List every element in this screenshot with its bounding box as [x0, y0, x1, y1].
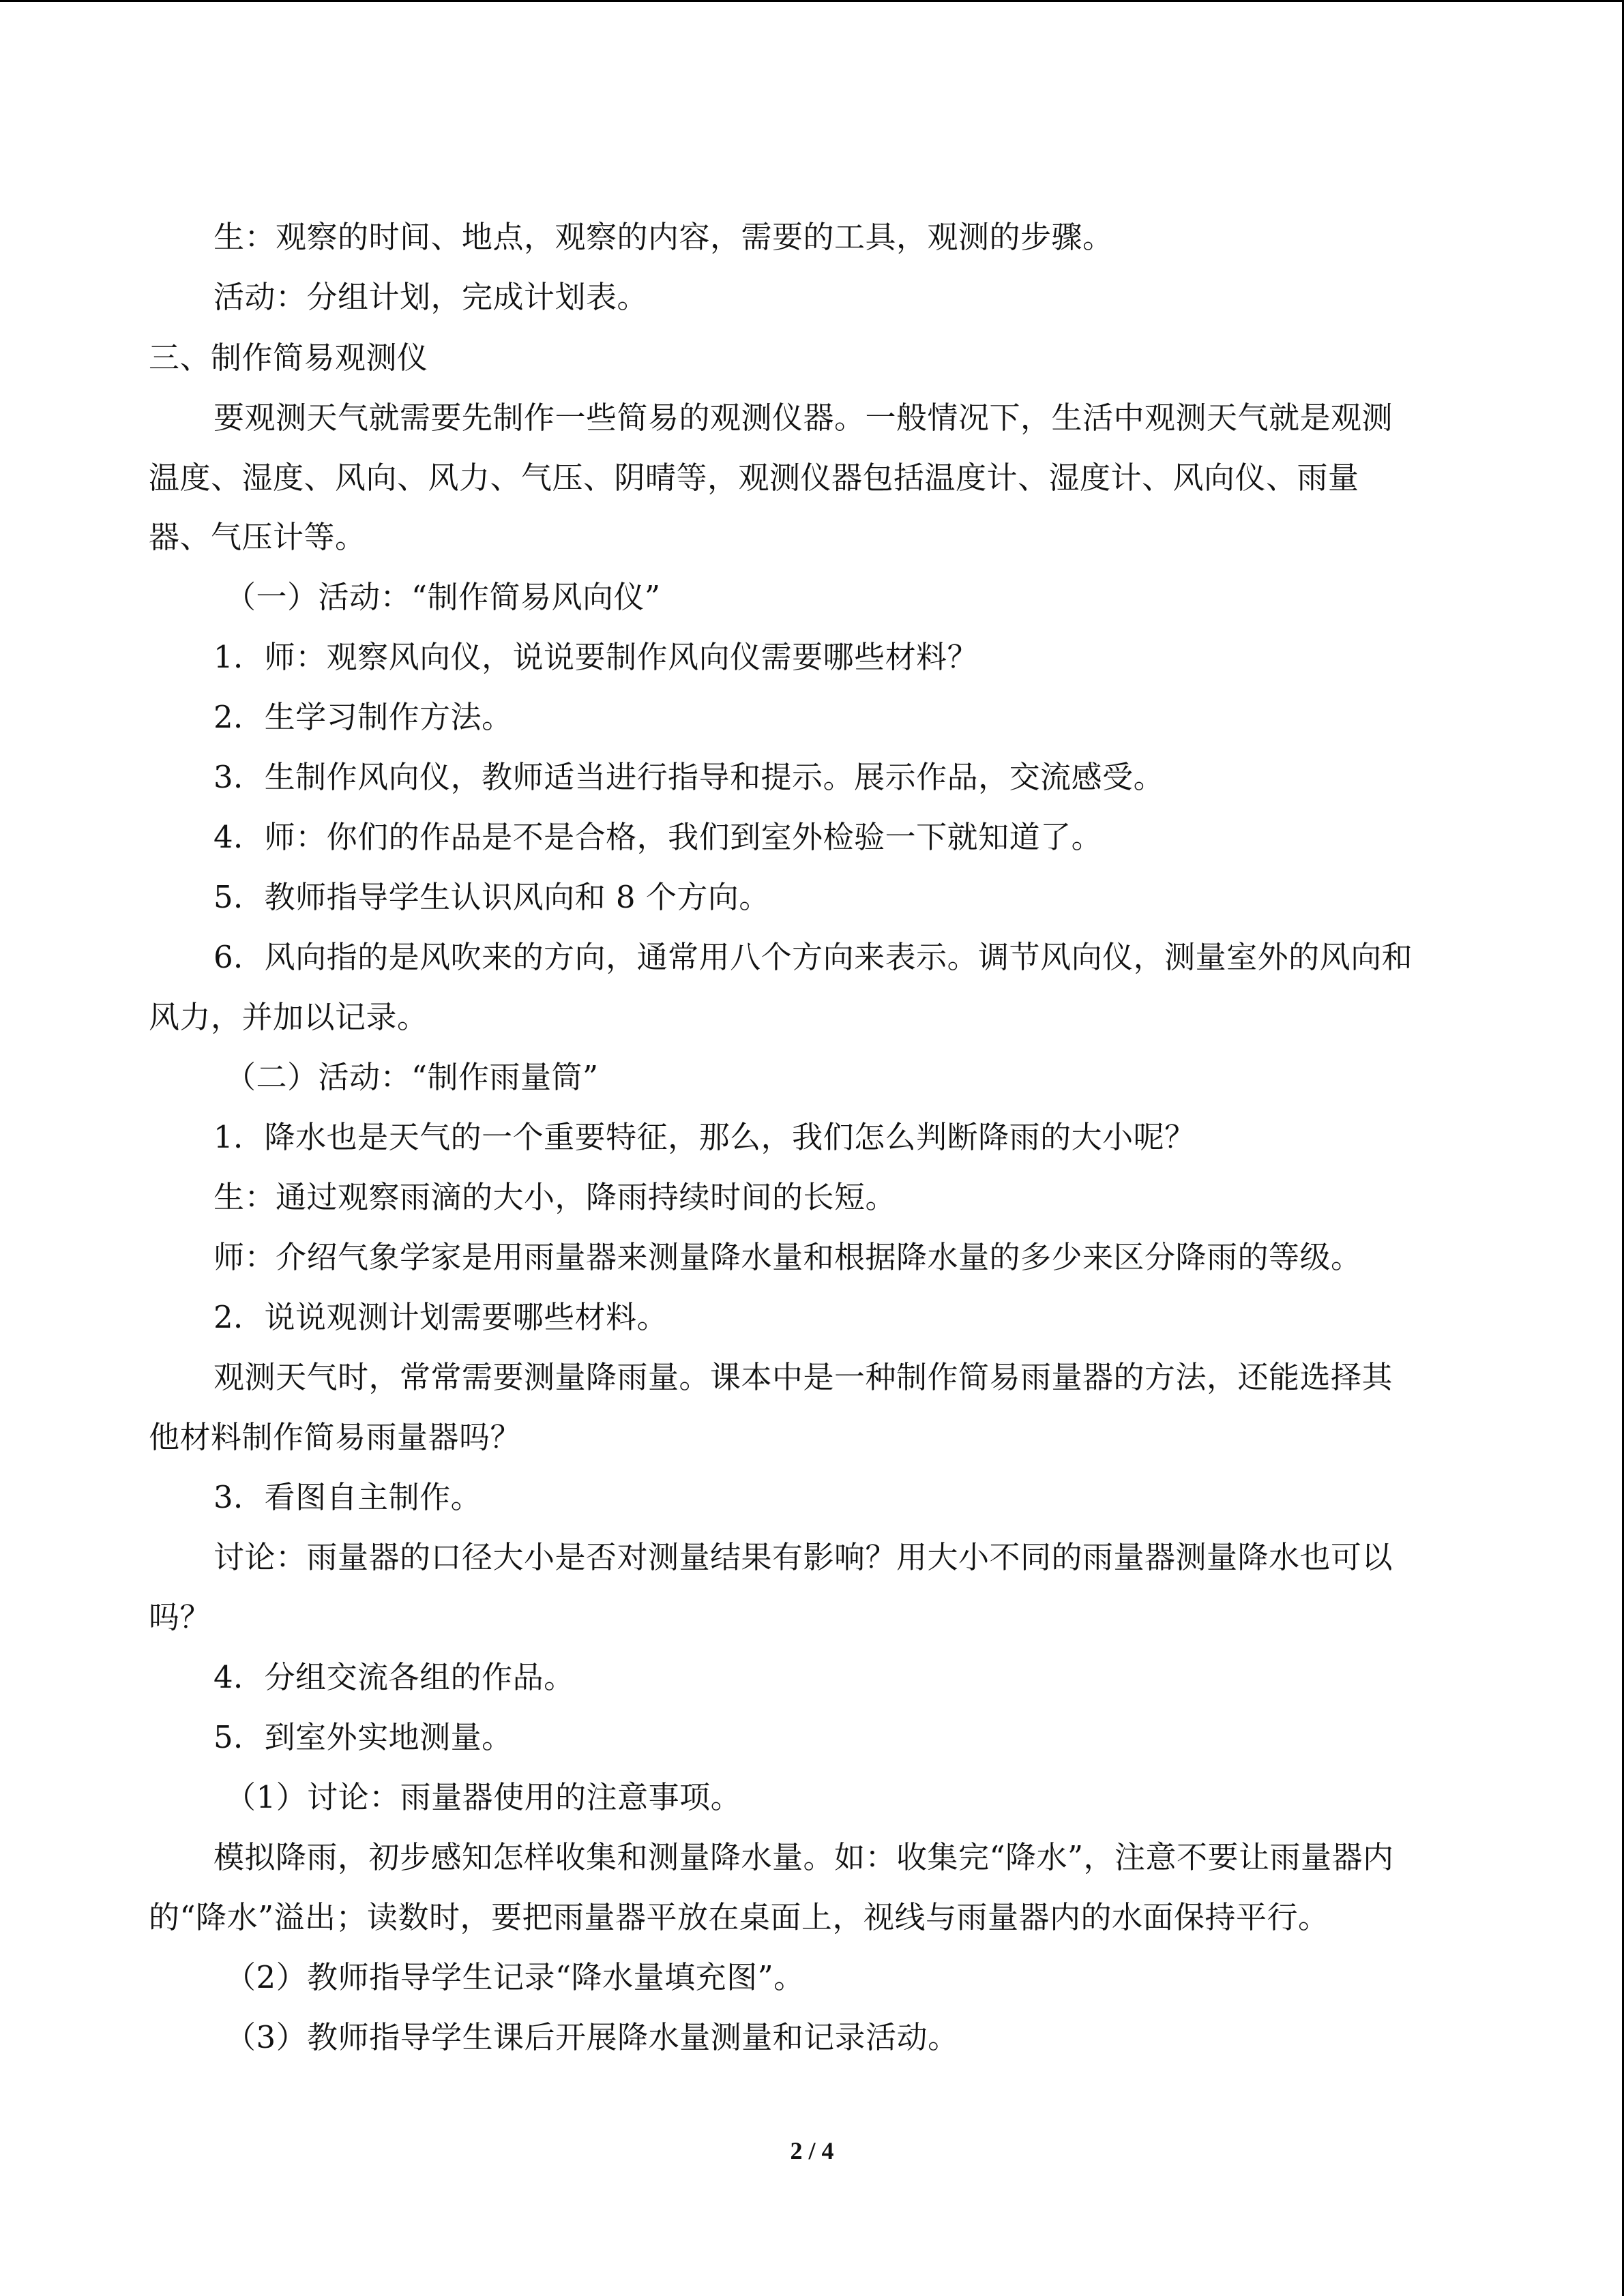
- text-line: 他材料制作简易雨量器吗？: [149, 1419, 522, 1455]
- text-line: 风力，并加以记录。: [149, 999, 428, 1035]
- text-line: 观测天气时，常常需要测量降雨量。课本中是一种制作简易雨量器的方法，还能选择其: [213, 1359, 1393, 1395]
- list-item: 2．说说观测计划需要哪些材料。: [213, 1299, 668, 1335]
- list-item: 1．降水也是天气的一个重要特征，那么，我们怎么判断降雨的大小呢？: [213, 1119, 1196, 1155]
- text-line: 吗？: [149, 1599, 211, 1635]
- text-line: 器、气压计等。: [149, 519, 366, 555]
- list-item: 3．生制作风向仪，教师适当进行指导和提示。展示作品，交流感受。: [213, 759, 1165, 795]
- list-item: （1）讨论：雨量器使用的注意事项。: [225, 1779, 742, 1815]
- text-line: 温度、湿度、风向、风力、气压、阴晴等，观测仪器包括温度计、湿度计、风向仪、雨量: [149, 460, 1359, 496]
- list-item: 5．教师指导学生认识风向和 8 个方向。: [213, 879, 770, 915]
- text-line: 讨论：雨量器的口径大小是否对测量结果有影响？用大小不同的雨量器测量降水也可以: [213, 1539, 1393, 1575]
- text-line: 模拟降雨，初步感知怎样收集和测量降水量。如：收集完“降水”，注意不要让雨量器内: [213, 1839, 1394, 1875]
- list-item: （2）教师指导学生记录“降水量填充图”。: [225, 1959, 805, 1995]
- subsection-heading: （一）活动：“制作简易风向仪”: [225, 579, 661, 615]
- subsection-heading: （二）活动：“制作雨量筒”: [225, 1059, 599, 1095]
- text-line: 要观测天气就需要先制作一些简易的观测仪器。一般情况下，生活中观测天气就是观测: [213, 400, 1393, 436]
- list-item: 4．师：你们的作品是不是合格，我们到室外检验一下就知道了。: [213, 819, 1103, 855]
- text-line: 的“降水”溢出；读数时，要把雨量器平放在桌面上，视线与雨量器内的水面保持平行。: [149, 1899, 1329, 1935]
- list-item: 5．到室外实地测量。: [213, 1719, 513, 1755]
- section-heading: 三、制作简易观测仪: [149, 340, 428, 376]
- list-item: 6．风向指的是风吹来的方向，通常用八个方向来表示。调节风向仪，测量室外的风向和: [213, 939, 1413, 975]
- list-item: （3）教师指导学生课后开展降水量测量和记录活动。: [225, 2019, 959, 2055]
- text-line: 师：介绍气象学家是用雨量器来测量降水量和根据降水量的多少来区分降雨的等级。: [213, 1239, 1362, 1275]
- list-item: 2．生学习制作方法。: [213, 699, 513, 735]
- list-item: 1．师：观察风向仪，说说要制作风向仪需要哪些材料？: [213, 639, 979, 675]
- text-line: 生：通过观察雨滴的大小，降雨持续时间的长短。: [213, 1179, 897, 1215]
- page-number: 2 / 4: [790, 2137, 834, 2164]
- list-item: 3．看图自主制作。: [213, 1479, 482, 1515]
- text-line: 生：观察的时间、地点，观察的内容，需要的工具，观测的步骤。: [213, 219, 1114, 255]
- text-line: 活动：分组计划，完成计划表。: [213, 279, 649, 315]
- list-item: 4．分组交流各组的作品。: [213, 1659, 575, 1695]
